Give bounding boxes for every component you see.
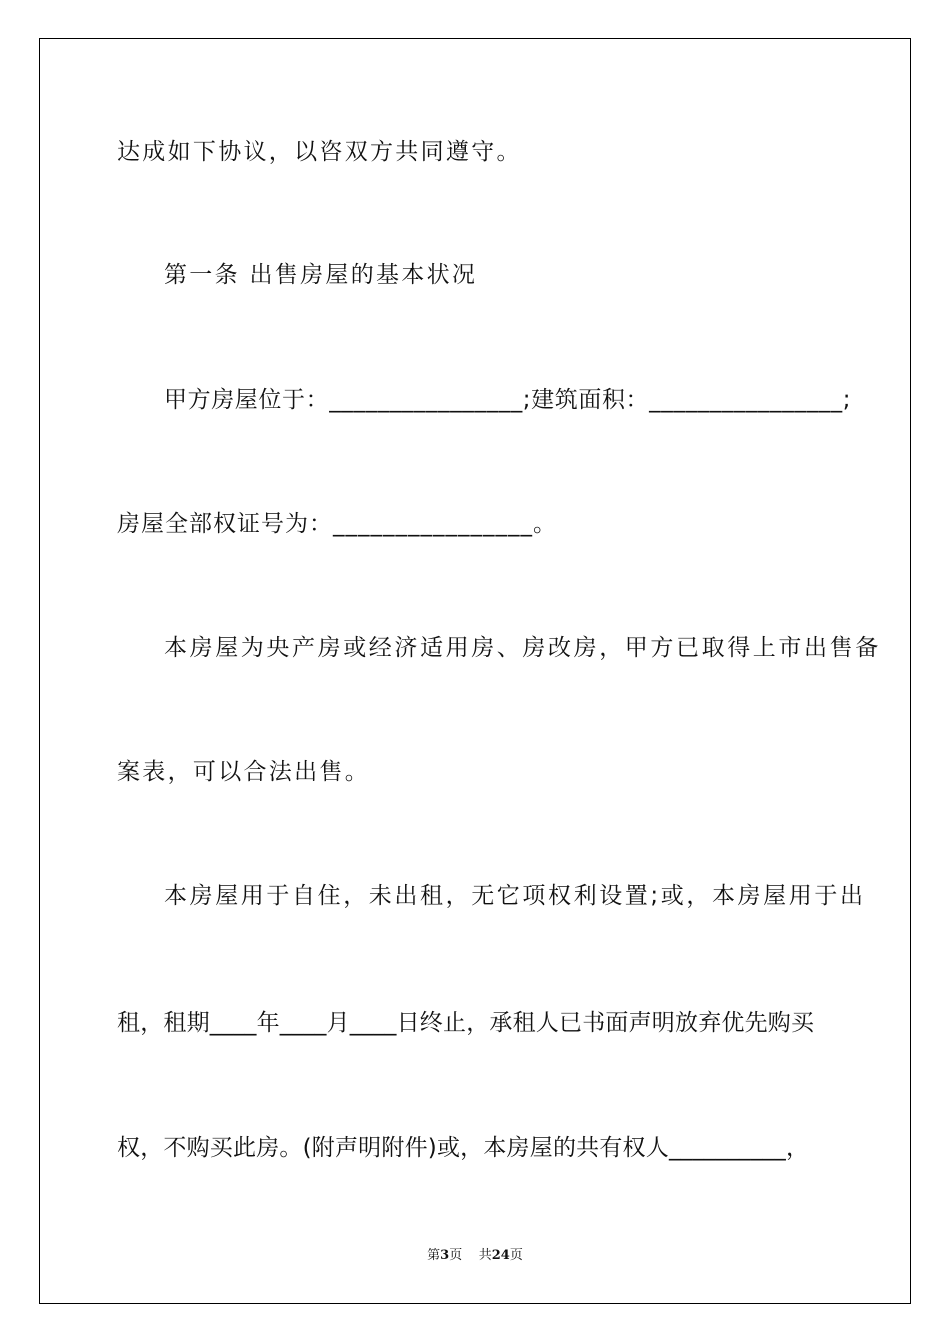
footer-page-prefix: 第: [427, 1248, 441, 1263]
footer-total-suffix: 页: [509, 1248, 523, 1263]
footer-page-suffix: 页: [449, 1248, 463, 1263]
text-line-6: 案表，可以合法出售。: [117, 759, 370, 785]
text-line-1: 达成如下协议，以咨双方共同遵守。: [117, 139, 522, 165]
footer-total-prefix: 共: [478, 1248, 492, 1263]
section-heading: 第一条 出售房屋的基本状况: [164, 262, 478, 288]
text-line-7: 本房屋用于自住，未出租，无它项权利设置;或，本房屋用于出: [164, 883, 866, 909]
page-border: [39, 38, 911, 1304]
text-line-8: 租，租期____年____月____日终止，承租人已书面声明放弃优先购买: [117, 1010, 815, 1036]
text-line-5: 本房屋为央产房或经济适用房、房改房，甲方已取得上市出售备: [164, 635, 881, 661]
page-footer: [0, 1247, 950, 1265]
footer-page-total: 24: [491, 1248, 510, 1263]
text-line-9: 权，不购买此房。(附声明附件)或，本房屋的共有权人__________，: [117, 1135, 810, 1161]
text-line-4: 房屋全部权证号为：________________。: [117, 511, 557, 537]
text-line-3: 甲方房屋位于：________________;建筑面积：________________;: [164, 387, 852, 413]
footer-page-current: 3: [440, 1248, 450, 1263]
